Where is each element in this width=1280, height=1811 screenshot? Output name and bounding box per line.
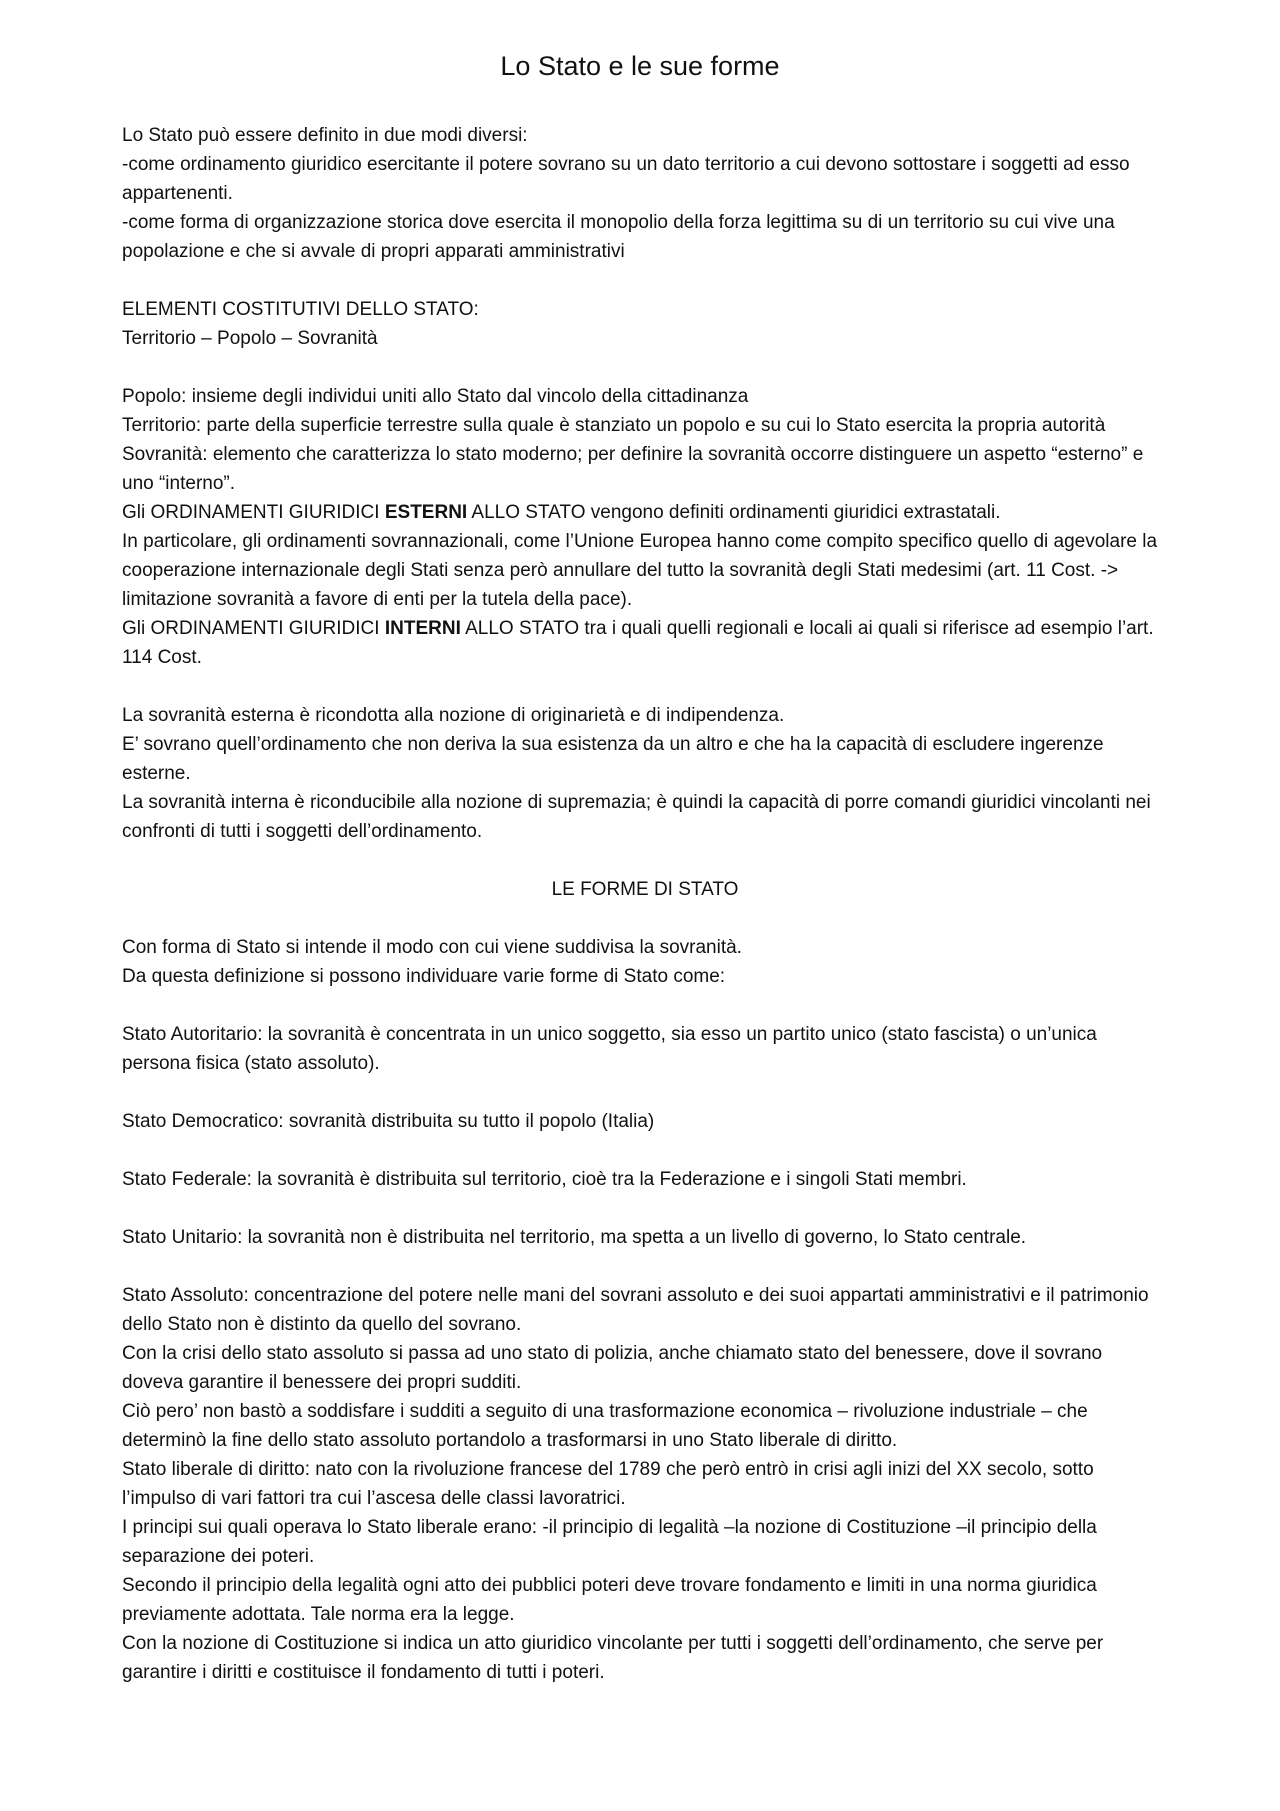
elements-list: Territorio – Popolo – Sovranità [122, 328, 378, 349]
principio-legalita: Secondo il principio della legalità ogni atto dei pubblici poteri deve trovare fondamento e limiti in una norma giuridica previamente adottata. Tale norma era la legge. [122, 1575, 1097, 1625]
stato-federale: Stato Federale: la sovranità è distribuita sul territorio, cioè tra la Federazione e i singoli Stati membri. [122, 1169, 967, 1190]
elements-heading: ELEMENTI COSTITUTIVI DELLO STATO: [122, 299, 479, 320]
ordinamenti-interni-bold: INTERNI [384, 618, 461, 639]
spacer [122, 1252, 1168, 1281]
stato-autoritario: Stato Autoritario: la sovranità è concentrata in un unico soggetto, sia esso un partito unico (stato fascista) o un’unica persona fisica (stato assoluto). [122, 1024, 1097, 1074]
spacer [122, 904, 1168, 933]
sovranita-esterna: La sovranità esterna è ricondotta alla nozione di originarietà e di indipendenza. [122, 705, 785, 726]
popolo-definition: Popolo: insieme degli individui uniti allo Stato dal vincolo della cittadinanza [122, 386, 749, 407]
sovrano-ordinamento: E’ sovrano quell’ordinamento che non deriva la sua esistenza da un altro e che ha la capacità di escludere ingerenze esterne. [122, 734, 1104, 784]
spacer [122, 1078, 1168, 1107]
ordinamenti-esterni [122, 498, 1168, 527]
intro-definition-1: -come ordinamento giuridico esercitante il potere sovrano su un dato territorio a cui devono sottostare i soggetti ad esso appartenenti. [122, 154, 1130, 204]
stato-democratico: Stato Democratico: sovranità distribuita su tutto il popolo (Italia) [122, 1111, 655, 1132]
ordinamenti-esterni-post: ALLO STATO vengono definiti ordinamenti giuridici extrastatali. [467, 502, 1001, 523]
stato-liberale: Stato liberale di diritto: nato con la rivoluzione francese del 1789 che però entrò in crisi agli inizi del XX secolo, sotto l’impulso di vari fattori tra cui l’ascesa delle classi lavoratrici. [122, 1459, 1094, 1509]
page-title: Lo Stato e le sue forme [500, 51, 780, 81]
spacer [122, 1194, 1168, 1223]
principi-stato-liberale: I principi sui quali operava lo Stato liberale erano: -il principio di legalità –la nozione di Costituzione –il principio della separazione dei poteri. [122, 1517, 1097, 1567]
document-body [122, 121, 1168, 1687]
ordinamenti-interni-post: ALLO STATO tra i quali quelli regionali e locali ai quali si riferisce ad esempio l’art. 114 Cost. [122, 618, 1154, 668]
stato-unitario: Stato Unitario: la sovranità non è distribuita nel territorio, ma spetta a un livello di governo, lo Stato centrale. [122, 1227, 1027, 1248]
rivoluzione-industriale: Ciò pero’ non bastò a soddisfare i sudditi a seguito di una trasformazione economica – rivoluzione industriale – che determinò la fine dello stato assoluto portandolo a trasformarsi in uno Stato liberale di diritto. [122, 1401, 1088, 1451]
spacer [122, 672, 1168, 701]
ordinamenti-sovrannazionali: In particolare, gli ordinamenti sovrannazionali, come l’Unione Europea hanno come compito specifico quello di agevolare la cooperazione internazionale degli Stati senza però annullare del tutto la sovranità degli Stati medesimi (art. 11 Cost. -> limitazione sovranità a favore di enti per la tutela della pace). [122, 531, 1158, 610]
stato-assoluto: Stato Assoluto: concentrazione del potere nelle mani del sovrani assoluto e dei suoi appartati amministrativi e il patrimonio dello Stato non è distinto da quello del sovrano. [122, 1285, 1149, 1335]
sovranita-definition: Sovranità: elemento che caratterizza lo stato moderno; per definire la sovranità occorre distinguere un aspetto “esterno” e uno “interno”. [122, 444, 1144, 494]
ordinamenti-esterni-bold: ESTERNI [384, 502, 468, 523]
spacer [122, 266, 1168, 295]
spacer [122, 846, 1168, 875]
spacer [122, 1136, 1168, 1165]
spacer [122, 353, 1168, 382]
ordinamenti-interni [122, 614, 1168, 672]
nozione-costituzione: Con la nozione di Costituzione si indica un atto giuridico vincolante per tutti i soggetti dell’ordinamento, che serve per garantire i diritti e costituisce il fondamento di tutti i poteri. [122, 1633, 1104, 1683]
intro-lead: Lo Stato può essere definito in due modi diversi: [122, 125, 528, 146]
forme-di-stato-heading: LE FORME DI STATO [551, 879, 739, 900]
ordinamenti-interni-pre: Gli ORDINAMENTI GIURIDICI [122, 618, 385, 639]
forme-intro-2: Da questa definizione si possono individuare varie forme di Stato come: [122, 966, 726, 987]
spacer [122, 991, 1168, 1020]
forme-intro-1: Con forma di Stato si intende il modo con cui viene suddivisa la sovranità. [122, 937, 742, 958]
sovranita-interna: La sovranità interna è riconducibile alla nozione di supremazia; è quindi la capacità di porre comandi giuridici vincolanti nei confronti di tutti i soggetti dell’ordinamento. [122, 792, 1151, 842]
territorio-definition: Territorio: parte della superficie terrestre sulla quale è stanziato un popolo e su cui lo Stato esercita la propria autorità [122, 415, 1106, 436]
ordinamenti-esterni-pre: Gli ORDINAMENTI GIURIDICI [122, 502, 385, 523]
intro-definition-2: -come forma di organizzazione storica dove esercita il monopolio della forza legittima su di un territorio su cui vive una popolazione e che si avvale di propri apparati amministrativi [122, 212, 1115, 262]
crisi-stato-assoluto: Con la crisi dello stato assoluto si passa ad uno stato di polizia, anche chiamato stato del benessere, dove il sovrano doveva garantire il benessere dei propri sudditi. [122, 1343, 1103, 1393]
